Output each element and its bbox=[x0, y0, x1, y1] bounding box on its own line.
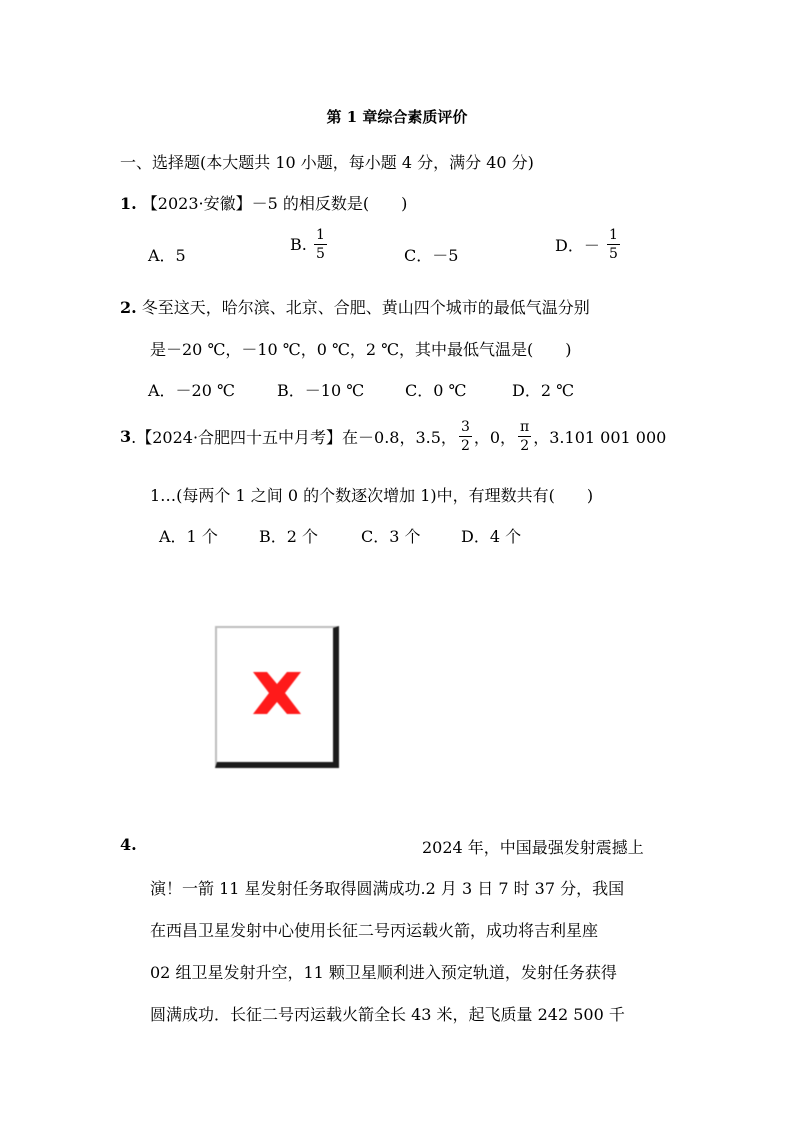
q2-option-b: B．－10 ℃ bbox=[277, 381, 365, 400]
question-number: 3 bbox=[120, 427, 132, 446]
q3-option-b: B．2 个 bbox=[259, 527, 319, 546]
question-text-line2: 是－20 ℃，－10 ℃，0 ℃，2 ℃，其中最低气温是( ) bbox=[150, 340, 572, 359]
question-text: ，3.101 001 000 bbox=[533, 428, 667, 447]
q3-option-c: C．3 个 bbox=[361, 527, 421, 546]
red-x-icon bbox=[247, 668, 307, 718]
denominator: 2 bbox=[520, 438, 530, 454]
numerator: 1 bbox=[608, 227, 618, 243]
question-text: ，0， bbox=[473, 428, 517, 447]
q3-option-a: A．1 个 bbox=[159, 527, 218, 546]
question-3 bbox=[120, 420, 666, 453]
q1-option-c: C．－5 bbox=[404, 246, 459, 265]
question-number: 2. bbox=[120, 298, 137, 317]
question-text-line4: 02 组卫星发射升空，11 颗卫星顺利进入预定轨道，发射任务获得 bbox=[150, 963, 617, 982]
q2-option-a: A．－20 ℃ bbox=[148, 381, 235, 400]
q2-option-c: C．0 ℃ bbox=[405, 381, 467, 400]
option-label: B. bbox=[290, 235, 307, 254]
q1-option-b bbox=[290, 228, 329, 261]
denominator: 2 bbox=[460, 438, 470, 454]
page-title: 第 1 章综合素质评价 bbox=[326, 108, 468, 126]
fraction bbox=[314, 228, 327, 261]
question-text-line2: 1…(每两个 1 之间 0 的个数逐次增加 1)中，有理数共有( ) bbox=[150, 486, 594, 505]
fraction bbox=[459, 420, 472, 453]
question-text-line5: 圆满成功．长征二号丙运载火箭全长 43 米，起飞质量 242 500 千 bbox=[150, 1005, 625, 1024]
fraction bbox=[607, 228, 620, 261]
question-text: 2024 年，中国最强发射震撼上 bbox=[422, 838, 644, 857]
question-number: 4. bbox=[120, 835, 137, 854]
section-heading: 一、选择题(本大题共 10 小题，每小题 4 分，满分 40 分) bbox=[120, 153, 534, 172]
numerator: 3 bbox=[460, 419, 470, 435]
question-4-number bbox=[120, 835, 137, 854]
question-text: .【2024·合肥四十五中月考】在－0.8，3.5， bbox=[131, 428, 457, 447]
question-1 bbox=[120, 191, 407, 214]
question-text: 冬至这天，哈尔滨、北京、合肥、黄山四个城市的最低气温分别 bbox=[141, 298, 590, 317]
broken-image-icon bbox=[215, 626, 339, 768]
q3-option-d: D．4 个 bbox=[461, 527, 522, 546]
fraction bbox=[518, 420, 531, 453]
question-text: 【2023·安徽】－5 的相反数是( ) bbox=[141, 194, 408, 213]
q1-option-d bbox=[555, 228, 622, 261]
q2-option-d: D．2 ℃ bbox=[512, 381, 574, 400]
question-number: 1. bbox=[120, 194, 137, 213]
question-text-line3: 在西昌卫星发射中心使用长征二号丙运载火箭，成功将吉利星座 bbox=[150, 921, 599, 940]
numerator: π bbox=[520, 419, 530, 435]
option-label: D．－ bbox=[555, 236, 600, 255]
denominator: 5 bbox=[315, 246, 325, 262]
q1-option-a: A．5 bbox=[148, 246, 186, 265]
question-text-line2: 演！一箭 11 星发射任务取得圆满成功.2 月 3 日 7 时 37 分，我国 bbox=[150, 879, 625, 898]
numerator: 1 bbox=[315, 227, 325, 243]
denominator: 5 bbox=[608, 246, 618, 262]
question-2 bbox=[120, 295, 590, 318]
